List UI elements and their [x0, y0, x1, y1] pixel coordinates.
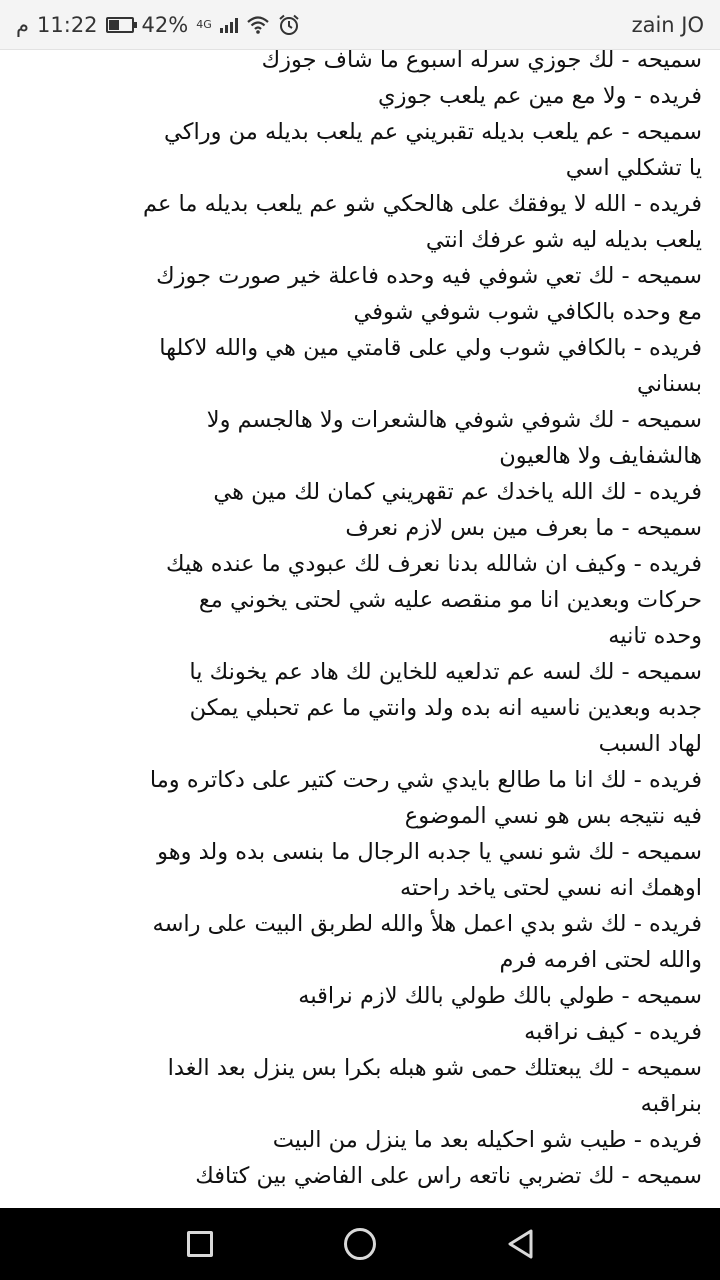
status-left	[16, 13, 300, 37]
home-button[interactable]	[342, 1226, 378, 1262]
signal-icon	[220, 17, 238, 33]
text-line: فريده - كيف نراقبه	[524, 1019, 702, 1045]
text-line: بنراقبه	[640, 1091, 702, 1117]
text-line: سميحه - ما بعرف مين بس لازم نعرف	[345, 515, 702, 541]
status-bar	[0, 0, 720, 50]
navigation-bar	[0, 1208, 720, 1280]
text-line: سميحه - لك جوزي سرله اسبوع ما شاف جوزك	[261, 50, 702, 73]
text-line: هالشفايف ولا هالعيون	[499, 443, 702, 469]
text-line: سميحه - لك شو نسي يا جدبه الرجال ما بنسى بده ولد وهو	[157, 839, 702, 865]
text-line: يلعب بديله ليه شو عرفك انتي	[425, 227, 702, 253]
text-line: حركات وبعدين انا مو منقصه عليه شي لحتى يخوني مع	[198, 587, 702, 613]
text-line: فريده - الله لا يوفقك على هالحكي شو عم يلعب بديله ما عم	[142, 191, 702, 217]
text-line: فريده - لك شو بدي اعمل هلأ والله لطربق البيت على راسه	[152, 911, 702, 937]
battery-fill	[109, 20, 119, 30]
recents-button[interactable]	[182, 1226, 218, 1262]
text-content[interactable]	[0, 50, 720, 1208]
text-line: سميحه - لك يبعتلك حمى شو هبله بكرا بس ينزل بعد الغدا	[167, 1055, 702, 1081]
text-line: فريده - لك انا ما طالع بايدي شي رحت كتير على دكاتره وما	[149, 767, 702, 793]
back-icon	[506, 1228, 534, 1260]
text-line: وحده تانيه	[608, 623, 702, 649]
recents-icon	[187, 1231, 213, 1257]
back-button[interactable]	[502, 1226, 538, 1262]
text-line: لهاد السبب	[598, 731, 702, 757]
carrier-name: zain JO	[631, 12, 704, 37]
text-line: فيه نتيجه بس هو نسي الموضوع	[404, 803, 702, 829]
wifi-icon	[246, 15, 270, 35]
text-line: جدبه وبعدين ناسيه انه بده ولد وانتي ما عم تحبلي يمكن	[189, 695, 702, 721]
dialogue-lines	[0, 50, 720, 1194]
text-line: فريده - وكيف ان شالله بدنا نعرف لك عبودي ما عنده هيك	[165, 551, 702, 577]
battery-percent: 42%	[141, 12, 189, 37]
network-type: 4G	[196, 18, 212, 31]
text-line: اوهمك انه نسي لحتى ياخد راحته	[399, 875, 702, 901]
text-line: والله لحتى افرمه فرم	[499, 947, 702, 973]
status-time-ampm: م	[16, 12, 30, 37]
text-line: فريده - ولا مع مين عم يلعب جوزي	[378, 83, 702, 109]
text-line: سميحه - لك تضربي ناتعه راس على الفاضي بين كتافك	[195, 1163, 702, 1189]
text-line: مع وحده بالكافي شوب شوفي شوفي	[353, 299, 702, 325]
text-line: سميحه - عم يلعب بديله تقبريني عم يلعب بديله من وراكي	[164, 119, 702, 145]
text-line: يا تشكلي اسي	[565, 155, 702, 181]
home-icon	[344, 1228, 376, 1260]
battery-icon	[106, 17, 134, 33]
text-line: سميحه - لك تعي شوفي فيه وحده فاعلة خير صورت جوزك	[156, 263, 702, 289]
text-line: فريده - بالكافي شوب ولي على قامتي مين هي والله لاكلها	[159, 335, 702, 361]
text-line: فريده - لك الله ياخدك عم تقهريني كمان لك مين هي	[213, 479, 702, 505]
text-line: سميحه - لك لسه عم تدلعيه للخاين لك هاد عم يخونك يا	[189, 659, 702, 685]
text-line: بسناني	[637, 371, 702, 397]
text-line: فريده - طيب شو احكيله بعد ما ينزل من البيت	[272, 1127, 702, 1153]
text-line: سميحه - طولي بالك طولي بالك لازم نراقبه	[298, 983, 702, 1009]
status-time: 11:22	[37, 12, 98, 37]
text-line: سميحه - لك شوفي شوفي هالشعرات ولا هالجسم ولا	[206, 407, 702, 433]
alarm-icon	[278, 14, 300, 36]
